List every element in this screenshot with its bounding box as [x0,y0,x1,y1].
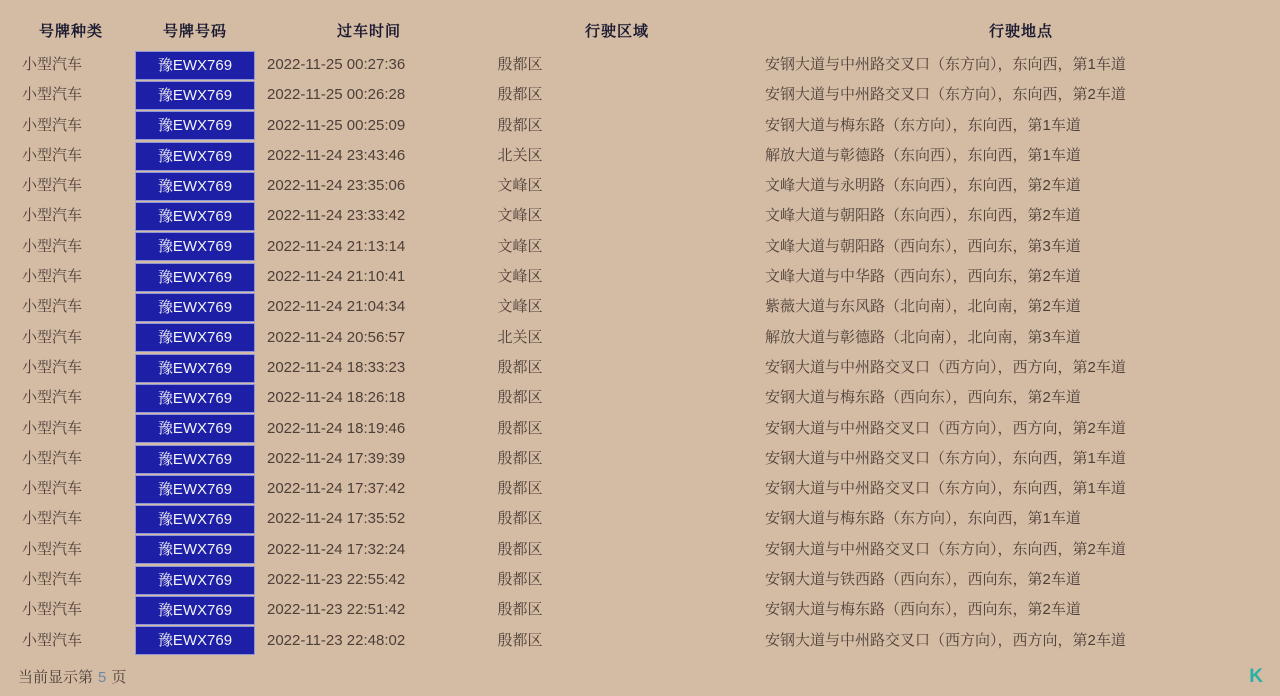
plate-number-badge[interactable]: 豫EWX769 [135,445,255,474]
district-cell: 文峰区 [497,268,543,286]
district-cell: 北关区 [497,146,543,164]
pass-time-cell: 2022-11-24 21:10:41 [267,268,406,286]
table-row [0,80,1280,110]
plate-number-badge[interactable]: 豫EWX769 [135,566,255,595]
plate-type-cell: 小型汽车 [22,328,83,346]
plate-number-badge[interactable]: 豫EWX769 [135,51,255,80]
table-row [0,444,1280,474]
table-row [0,292,1280,322]
district-cell: 文峰区 [497,177,543,195]
location-cell: 安钢大道与中州路交叉口（东方向），东向西，第2车道 [765,86,1126,104]
plate-number-badge[interactable]: 豫EWX769 [135,81,255,110]
plate-number-badge[interactable]: 豫EWX769 [135,111,255,140]
plate-type-cell: 小型汽车 [22,480,83,498]
pass-time-cell: 2022-11-24 18:33:23 [267,358,406,376]
table-row [0,535,1280,565]
table-row [0,323,1280,353]
pass-time-cell: 2022-11-25 00:25:09 [267,116,406,134]
plate-type-cell: 小型汽车 [22,86,83,104]
plate-type-cell: 小型汽车 [22,389,83,407]
pass-time-cell: 2022-11-24 17:32:24 [267,540,406,558]
location-cell: 安钢大道与中州路交叉口（西方向），西方向，第2车道 [765,419,1126,437]
district-cell: 殷都区 [497,86,543,104]
plate-number-badge[interactable]: 豫EWX769 [135,142,255,171]
plate-type-cell: 小型汽车 [22,237,83,255]
column-header-driving-location: 行驶地点 [988,23,1053,40]
plate-type-cell: 小型汽车 [22,207,83,225]
table-row [0,626,1280,656]
table-row [0,565,1280,595]
records-table-body [0,50,1280,656]
district-cell: 文峰区 [497,207,543,225]
plate-number-badge[interactable]: 豫EWX769 [135,626,255,655]
plate-type-cell: 小型汽车 [22,298,83,316]
pass-time-cell: 2022-11-24 23:43:46 [267,146,406,164]
pass-time-cell: 2022-11-24 17:35:52 [267,510,406,528]
location-cell: 安钢大道与中州路交叉口（东方向），东向西，第1车道 [765,480,1126,498]
table-row [0,262,1280,292]
pass-time-cell: 2022-11-24 17:37:42 [267,480,406,498]
district-cell: 殷都区 [497,56,543,73]
pass-time-cell: 2022-11-24 23:33:42 [267,207,406,225]
table-row [0,171,1280,201]
district-cell: 殷都区 [497,389,543,407]
location-cell: 文峰大道与朝阳路（东向西），东向西，第2车道 [765,207,1081,225]
location-cell: 文峰大道与中华路（西向东），西向东，第2车道 [765,268,1081,286]
location-cell: 安钢大道与铁西路（西向东），西向东，第2车道 [765,571,1081,589]
location-cell: 安钢大道与中州路交叉口（东方向），东向西，第2车道 [765,540,1126,558]
district-cell: 殷都区 [497,540,543,558]
location-cell: 解放大道与彰德路（北向南），北向南，第3车道 [765,328,1081,346]
plate-type-cell: 小型汽车 [22,177,83,195]
plate-number-badge[interactable]: 豫EWX769 [135,414,255,443]
table-row [0,504,1280,534]
pagination-suffix: 页 [111,669,127,686]
pass-time-cell: 2022-11-23 22:48:02 [267,631,406,649]
location-cell: 安钢大道与中州路交叉口（西方向），西方向，第2车道 [765,631,1126,649]
table-row [0,111,1280,141]
plate-number-badge[interactable]: 豫EWX769 [135,263,255,292]
column-header-driving-district: 行驶区域 [584,23,649,40]
table-row [0,232,1280,262]
location-cell: 安钢大道与中州路交叉口（东方向），东向西，第1车道 [765,449,1126,467]
plate-type-cell: 小型汽车 [22,116,83,134]
pass-time-cell: 2022-11-23 22:55:42 [267,571,406,589]
plate-number-badge[interactable]: 豫EWX769 [135,172,255,201]
district-cell: 文峰区 [497,298,543,316]
location-cell: 安钢大道与梅东路（东方向），东向西，第1车道 [765,116,1081,134]
location-cell: 安钢大道与梅东路（西向东），西向东，第2车道 [765,389,1081,407]
plate-type-cell: 小型汽车 [22,419,83,437]
column-header-pass-time: 过车时间 [336,23,401,40]
district-cell: 殷都区 [497,358,543,376]
plate-type-cell: 小型汽车 [22,358,83,376]
plate-number-badge[interactable]: 豫EWX769 [135,202,255,231]
pass-time-cell: 2022-11-23 22:51:42 [267,601,406,619]
table-row [0,595,1280,625]
plate-number-badge[interactable]: 豫EWX769 [135,475,255,504]
district-cell: 殷都区 [497,510,543,528]
plate-type-cell: 小型汽车 [22,601,83,619]
pagination-status [18,668,126,688]
pass-time-cell: 2022-11-24 18:26:18 [267,389,406,407]
pass-time-cell: 2022-11-24 21:13:14 [267,237,406,255]
pass-time-cell: 2022-11-24 23:35:06 [267,177,406,195]
plate-number-badge[interactable]: 豫EWX769 [135,323,255,352]
location-cell: 安钢大道与中州路交叉口（西方向），西方向，第2车道 [765,358,1126,376]
district-cell: 殷都区 [497,449,543,467]
table-row [0,353,1280,383]
location-cell: 文峰大道与朝阳路（西向东），西向东，第3车道 [765,237,1081,255]
plate-number-badge[interactable]: 豫EWX769 [135,293,255,322]
plate-number-badge[interactable]: 豫EWX769 [135,354,255,383]
plate-type-cell: 小型汽车 [22,510,83,528]
plate-type-cell: 小型汽车 [22,268,83,286]
pagination-prefix: 当前显示第 [18,669,94,686]
pass-time-cell: 2022-11-25 00:26:28 [267,86,406,104]
district-cell: 北关区 [497,328,543,346]
location-cell: 解放大道与彰德路（东向西），东向西，第1车道 [765,146,1081,164]
district-cell: 殷都区 [497,480,543,498]
table-row [0,201,1280,231]
table-header-row [0,18,1280,46]
location-cell: 安钢大道与梅东路（东方向），东向西，第1车道 [765,510,1081,528]
pass-time-cell: 2022-11-24 20:56:57 [267,328,406,346]
brand-k-icon[interactable]: K [1249,666,1263,687]
current-page-number: 5 [98,669,107,686]
column-header-plate-type: 号牌种类 [38,23,103,40]
plate-type-cell: 小型汽车 [22,449,83,467]
pass-time-cell: 2022-11-24 17:39:39 [267,449,406,467]
plate-type-cell: 小型汽车 [22,146,83,164]
district-cell: 殷都区 [497,116,543,134]
location-cell: 安钢大道与梅东路（西向东），西向东，第2车道 [765,601,1081,619]
plate-number-badge[interactable]: 豫EWX769 [135,232,255,261]
location-cell: 紫薇大道与东风路（北向南），北向南，第2车道 [765,298,1081,316]
table-row [0,141,1280,171]
plate-type-cell: 小型汽车 [22,631,83,649]
column-header-plate-number: 号牌号码 [162,23,227,40]
plate-number-badge[interactable]: 豫EWX769 [135,596,255,625]
district-cell: 殷都区 [497,419,543,437]
plate-number-badge[interactable]: 豫EWX769 [135,535,255,564]
table-row [0,383,1280,413]
plate-number-badge[interactable]: 豫EWX769 [135,505,255,534]
plate-type-cell: 小型汽车 [22,571,83,589]
plate-number-badge[interactable]: 豫EWX769 [135,384,255,413]
district-cell: 殷都区 [497,601,543,619]
district-cell: 殷都区 [497,571,543,589]
table-row [0,474,1280,504]
table-row [0,50,1280,80]
pass-time-cell: 2022-11-25 00:27:36 [267,56,406,73]
location-cell: 文峰大道与永明路（东向西），东向西，第2车道 [765,177,1081,195]
district-cell: 殷都区 [497,631,543,649]
plate-type-cell: 小型汽车 [22,56,83,73]
location-cell: 安钢大道与中州路交叉口（东方向），东向西，第1车道 [765,56,1126,73]
pass-time-cell: 2022-11-24 18:19:46 [267,419,406,437]
plate-type-cell: 小型汽车 [22,540,83,558]
pass-time-cell: 2022-11-24 21:04:34 [267,298,406,316]
district-cell: 文峰区 [497,237,543,255]
table-row [0,414,1280,444]
